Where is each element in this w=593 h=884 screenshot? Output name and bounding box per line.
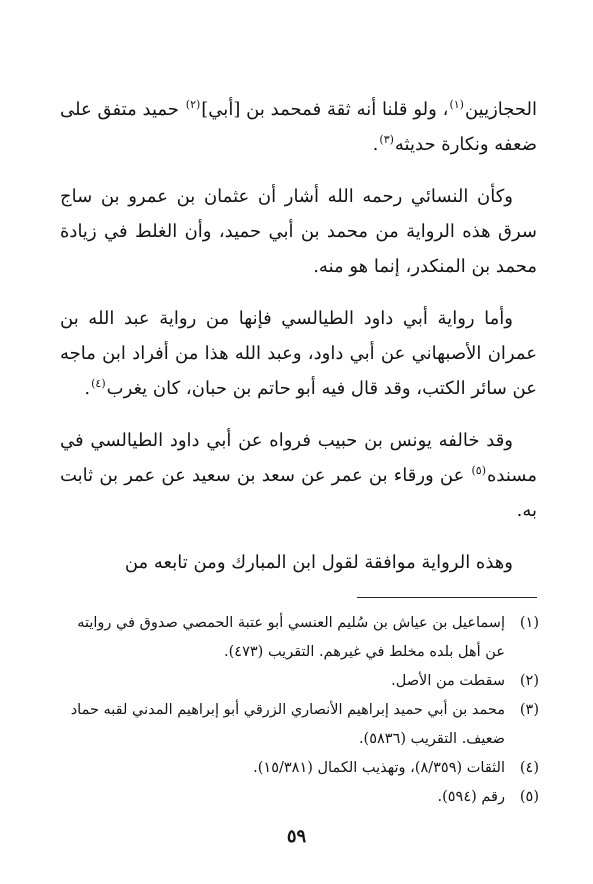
footnote-ref-2[interactable]: (٢) [185,98,201,111]
paragraph-1-text-c: حميد متفق على ضعفه ونكارة حديثه [60,99,537,155]
paragraph-1-text-b: ، ولو قلنا أنه ثقة فمحمد بن [أبي] [201,99,449,120]
footnote-text: إسماعيل بن عياش بن سُليم العنسي أبو عتبة الحمصي صدوق في روايته عن أهل بلده مخلط في غيرهم. التقريب (٤٧٣). [77,615,505,660]
footnote-number: (٢) [519,673,539,689]
footnote-ref-4[interactable]: (٤) [91,377,106,390]
footnote-5 [56,783,539,812]
footnote-text: محمد بن أبي حميد إبراهيم الأنصاري الزرقي أبو إبراهيم المدني لقبه حماد ضعيف. التقريب (٥٨٣٦). [70,702,505,747]
footnote-separator [357,597,537,598]
main-text [60,92,537,597]
footnote-3 [56,696,539,754]
paragraph-3-text-a: وأما رواية أبي داود الطيالسي فإنها من رواية عبد الله بن عمران الأصبهاني عن أبي داود، وعبد الله هذا من أفراد ابن ماجه عن سائر الكتب، وقد قال فيه أبو حاتم بن حبان، كان يغرب [60,308,537,399]
footnotes [56,609,539,812]
footnote-number: (٥) [519,789,539,805]
paragraph-1-text-a: الحجازيين [464,99,537,120]
paragraph-1 [60,92,537,162]
footnote-number: (١) [519,615,539,631]
paragraph-5: وهذه الرواية موافقة لقول ابن المبارك ومن تابعه من [124,552,513,573]
footnote-text: سقطت من الأصل. [391,673,505,689]
paragraph-4-text-b: عن ورقاء بن عمر عن سعد بن سعيد عن عمر بن ثابت به. [60,465,537,521]
footnote-2 [56,667,539,696]
footnote-ref-5[interactable]: (٥) [471,464,486,477]
footnote-4 [56,754,539,783]
footnote-ref-1[interactable]: (١) [449,98,464,111]
paragraph-2: وكأن النسائي رحمه الله أشار أن عثمان بن عمرو بن ساج سرق هذه الرواية من محمد بن أبي حميد، وأن الغلط في زيادة محمد بن المنكدر، إنما هو منه. [60,186,537,277]
paragraph-3 [60,301,537,406]
footnote-text: الثقات (٨/٣٥٩)، وتهذيب الكمال (١٥/٣٨١). [253,760,505,776]
paragraph-4-text-a: وقد خالفه يونس بن حبيب فرواه عن أبي داود الطيالسي في مسنده [60,430,537,486]
footnote-number: (٤) [519,760,539,776]
footnote-ref-3[interactable]: (٣) [379,133,394,146]
paragraph-3-text-b: . [84,378,91,399]
paragraph-4 [60,423,537,528]
paragraph-1-text-d: . [372,134,379,155]
footnote-text: رقم (٥٩٤). [437,789,505,805]
footnote-1 [56,609,539,667]
footnote-number: (٣) [519,702,539,718]
page-number: ٥٩ [286,826,307,847]
